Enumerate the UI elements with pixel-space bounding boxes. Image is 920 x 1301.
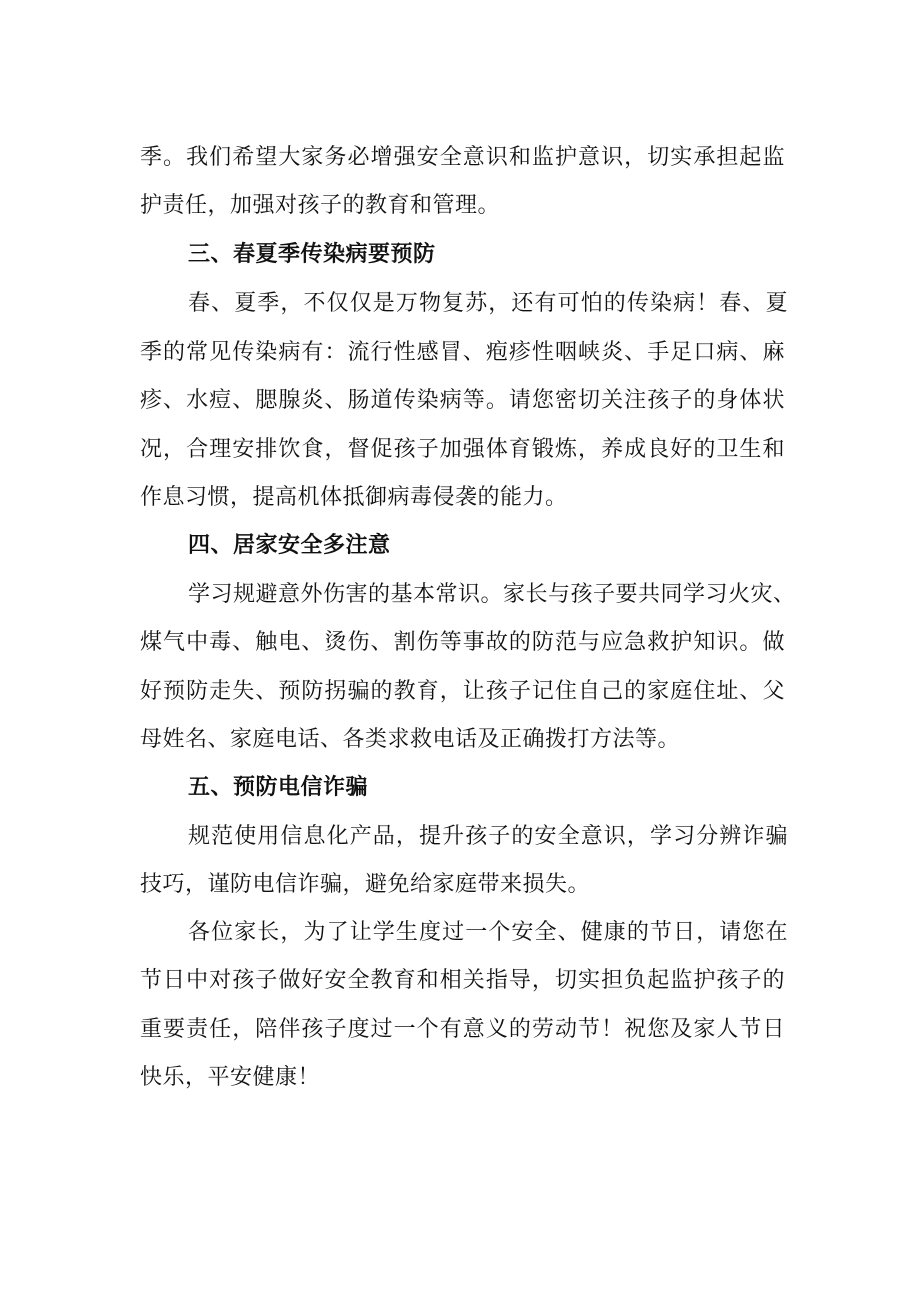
closing-line-2: 节日中对孩子做好安全教育和相关指导，切实担负起监护孩子的 <box>140 968 785 993</box>
section-5-heading: 五、预防电信诈骗 <box>188 775 369 800</box>
section-3-heading: 三、春夏季传染病要预防 <box>188 242 436 267</box>
section-5-line-2: 技巧，谨防电信诈骗，避免给家庭带来损失。 <box>140 872 591 897</box>
closing-line-3: 重要责任，陪伴孩子度过一个有意义的劳动节！祝您及家人节日 <box>140 1017 785 1042</box>
section-3-line-4: 况，合理安排饮食，督促孩子加强体育锻炼，养成良好的卫生和 <box>140 437 785 462</box>
section-3-line-3: 疹、水痘、腮腺炎、肠道传染病等。请您密切关注孩子的身体状 <box>140 388 785 413</box>
section-4-heading: 四、居家安全多注意 <box>188 533 391 558</box>
section-5-line-1: 规范使用信息化产品，提升孩子的安全意识，学习分辨诈骗 <box>188 824 788 849</box>
section-4-line-2: 煤气中毒、触电、烫伤、割伤等事故的防范与应急救护知识。做 <box>140 630 785 655</box>
intro-line-1: 季。我们希望大家务必增强安全意识和监护意识，切实承担起监 <box>140 145 785 170</box>
section-3-line-2: 季的常见传染病有：流行性感冒、疱疹性咽峡炎、手足口病、麻 <box>140 340 785 365</box>
section-3-line-5: 作息习惯，提高机体抵御病毒侵袭的能力。 <box>140 485 568 510</box>
section-3-line-1: 春、夏季，不仅仅是万物复苏，还有可怕的传染病！春、夏 <box>188 291 788 316</box>
intro-line-2: 护责任，加强对孩子的教育和管理。 <box>140 193 501 218</box>
closing-line-4: 快乐，平安健康！ <box>140 1065 321 1090</box>
section-4-line-3: 好预防走失、预防拐骗的教育，让孩子记住自己的家庭住址、父 <box>140 679 785 704</box>
section-4-line-4: 母姓名、家庭电话、各类求救电话及正确拨打方法等。 <box>140 727 681 752</box>
section-4-line-1: 学习规避意外伤害的基本常识。家长与孩子要共同学习火灾、 <box>188 582 796 607</box>
closing-line-1: 各位家长，为了让学生度过一个安全、健康的节日，请您在 <box>188 920 788 945</box>
